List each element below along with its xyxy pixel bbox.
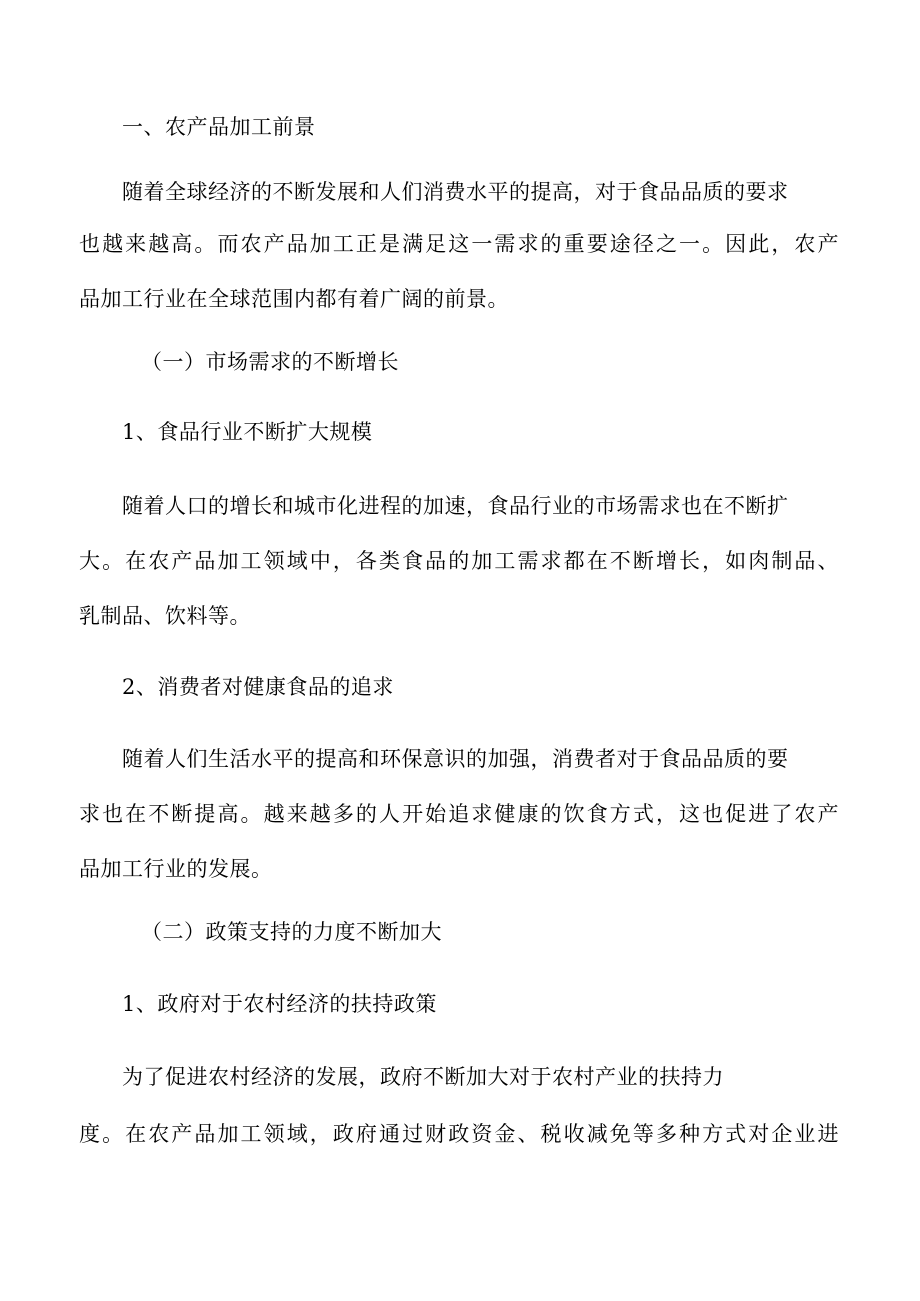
paragraph-line: 也越来越高。而农产品加工正是满足这一需求的重要途径之一。因此，农产 (79, 232, 839, 256)
paragraph-line: 品加工行业的发展。 (79, 857, 273, 881)
paragraph-line: 求也在不断提高。越来越多的人开始追求健康的饮食方式，这也促进了农产 (79, 802, 839, 826)
paragraph-line: 随着人口的增长和城市化进程的加速，食品行业的市场需求也在不断扩 (122, 494, 789, 518)
section-heading: 一、农产品加工前景 (122, 115, 316, 139)
list-item-heading: 2、消费者对健康食品的追求 (122, 675, 394, 699)
list-item-heading: 1、食品行业不断扩大规模 (122, 420, 373, 444)
subsection-heading: （二）政策支持的力度不断加大 (141, 920, 442, 944)
paragraph-line: 大。在农产品加工领域中，各类食品的加工需求都在不断增长，如肉制品、 (79, 549, 839, 573)
list-item-heading: 1、政府对于农村经济的扶持政策 (122, 992, 437, 1016)
paragraph-line: 度。在农产品加工领域，政府通过财政资金、税收减免等多种方式对企业进 (79, 1122, 839, 1146)
paragraph-line: 随着人们生活水平的提高和环保意识的加强，消费者对于食品品质的要 (122, 747, 789, 771)
paragraph-line: 为了促进农村经济的发展，政府不断加大对于农村产业的扶持力 (122, 1065, 724, 1089)
paragraph-line: 品加工行业在全球范围内都有着广阔的前景。 (79, 287, 509, 311)
paragraph-line: 随着全球经济的不断发展和人们消费水平的提高，对于食品品质的要求 (122, 180, 789, 204)
paragraph-line: 乳制品、饮料等。 (79, 604, 251, 628)
subsection-heading: （一）市场需求的不断增长 (141, 350, 399, 374)
